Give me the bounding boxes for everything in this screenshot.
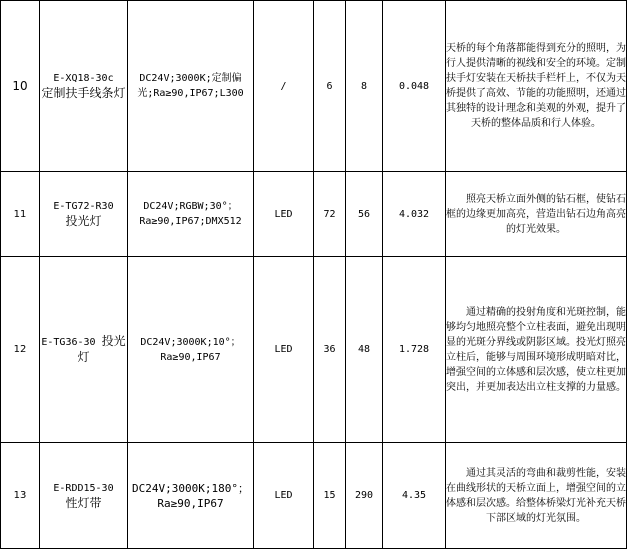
description-cell: 天桥的每个角落都能得到充分的照明，为行人提供清晰的视线和安全的环境。定制扶手灯安装在天桥扶手栏杆上，不仅为天桥提供了高效、节能的功能照明，还通过其独特的设计理念和美观的外观，提升了天桥的整体品质和行人体验。: [446, 1, 627, 172]
table-row: [1, 257, 627, 443]
params-cell: DC24V;3000K;180°；Ra≥90,IP67: [128, 443, 254, 549]
power-cell: 4.35: [383, 443, 446, 549]
qty-a-cell: 6: [314, 1, 346, 172]
fixture-name: 投光灯: [77, 333, 126, 364]
model-cell: [40, 257, 128, 443]
params-cell: DC24V;3000K;定制偏光;Ra≥90,IP67;L300: [128, 1, 254, 172]
model-code: E-TG72-R30: [53, 201, 114, 212]
source-cell: /: [254, 1, 314, 172]
description-cell: 照亮天桥立面外侧的钻石框，使钻石框的边缘更加高亮，营造出钻石边角高亮的灯光效果。: [446, 172, 627, 257]
params-cell: DC24V;3000K;10°；Ra≥90,IP67: [128, 257, 254, 443]
qty-b-cell: 56: [346, 172, 383, 257]
fixture-name: 定制扶手线条灯: [41, 86, 126, 100]
description-cell: 通过精确的投射角度和光斑控制，能够均匀地照亮整个立柱表面，避免出现明显的光斑分界线或阴影区域。投光灯照亮立柱后，能够与周围环境形成明暗对比，增强空间的立体感和层次感，使立柱更加突出，并更加表达出立柱支撑的力量感。: [446, 257, 627, 443]
fixture-name: 投光灯: [65, 214, 102, 228]
qty-a-cell: 72: [314, 172, 346, 257]
model-cell: [40, 1, 128, 172]
table-row: [1, 1, 627, 172]
model-cell: [40, 172, 128, 257]
model-code: E-XQ18-30c: [53, 73, 114, 84]
row-number: 11: [1, 172, 40, 257]
table-row: [1, 172, 627, 257]
model-cell: [40, 443, 128, 549]
model-code: E-RDD15-30: [53, 482, 114, 494]
power-cell: 4.032: [383, 172, 446, 257]
row-number: 12: [1, 257, 40, 443]
description-cell: 通过其灵活的弯曲和裁剪性能，安装在曲线形状的天桥立面上，增强空间的立体感和层次感。给整体桥梁灯光补充天桥下部区域的灯光氛围。: [446, 443, 627, 549]
source-cell: LED: [254, 443, 314, 549]
power-cell: 0.048: [383, 1, 446, 172]
table-row: [1, 443, 627, 549]
qty-b-cell: 290: [346, 443, 383, 549]
qty-b-cell: 48: [346, 257, 383, 443]
qty-b-cell: 8: [346, 1, 383, 172]
qty-a-cell: 15: [314, 443, 346, 549]
source-cell: LED: [254, 172, 314, 257]
row-number: 13: [1, 443, 40, 549]
power-cell: 1.728: [383, 257, 446, 443]
model-code: E-TG36-30: [41, 336, 96, 348]
source-cell: LED: [254, 257, 314, 443]
params-cell: DC24V;RGBW;30°；Ra≥90,IP67;DMX512: [128, 172, 254, 257]
qty-a-cell: 36: [314, 257, 346, 443]
fixture-name: 性灯带: [65, 495, 102, 510]
row-number: 10: [1, 1, 40, 172]
